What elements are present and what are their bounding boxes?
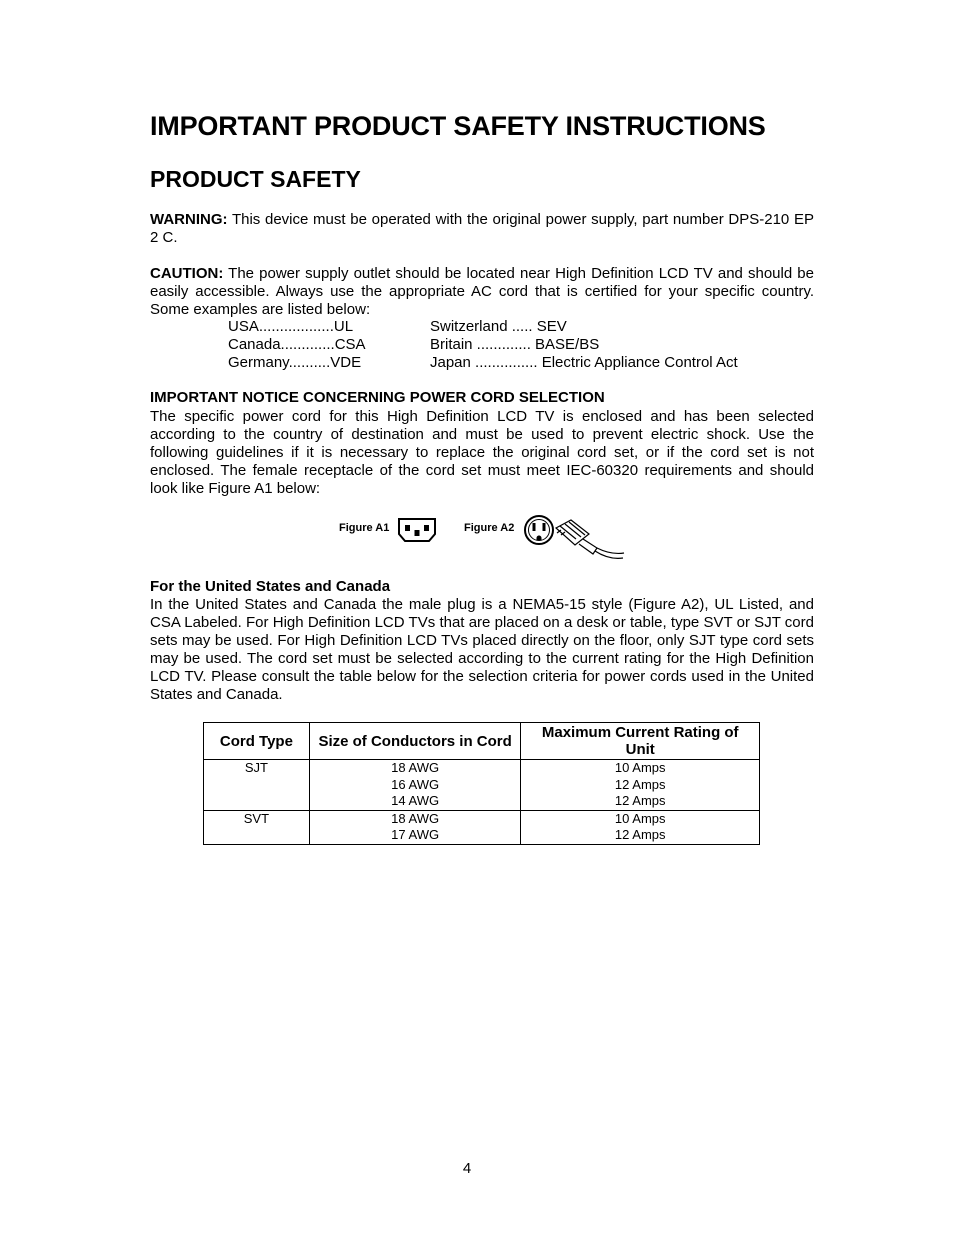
example-left: Germany..........VDE [228, 354, 362, 371]
section-title: PRODUCT SAFETY [150, 166, 361, 192]
figures [339, 512, 639, 564]
example-row [228, 354, 738, 372]
warning-text: This device must be operated with the original power supply, part number DPS-210 EP 2 C. [150, 211, 814, 246]
notice-heading: IMPORTANT NOTICE CONCERNING POWER CORD SELECTION [150, 389, 605, 406]
conductor-size-cell: 18 AWG 16 AWG 14 AWG [309, 760, 521, 811]
figure-a1-label: Figure A1 [339, 522, 390, 534]
column-header: Maximum Current Rating of Unit [521, 723, 760, 760]
cord-type-cell: SVT [204, 810, 310, 844]
example-left: Canada.............CSA [228, 336, 366, 353]
current-rating-cell: 10 Amps 12 Amps [521, 810, 760, 844]
table-row [204, 810, 760, 844]
table-header-row [204, 723, 760, 760]
example-right: Japan ............... Electric Appliance Control Act [430, 354, 738, 371]
warning-paragraph [150, 211, 814, 247]
caution-text: The power supply outlet should be located near High Definition LCD TV and should be easily accessible. Always use the appropriate AC cord that is certified for your specific country. Some examples are listed below: [150, 265, 814, 318]
power-cord-table [203, 722, 760, 845]
notice-paragraph: The specific power cord for this High Definition LCD TV is enclosed and has been selected according to the country of destination and must be used to prevent electric shock. Use the following guidelines if it is necessary to replace the original cord set, or if the cord set is not enclosed. The female receptacle of the cord set must meet IEC-60320 requirements and should look like Figure A1 below: [150, 408, 814, 497]
caution-paragraph [150, 265, 814, 319]
caution-label: CAUTION: [150, 265, 224, 282]
example-right: Britain ............. BASE/BS [430, 336, 600, 353]
warning-label: WARNING: [150, 211, 228, 228]
page-number: 4 [462, 1160, 472, 1177]
certification-examples [228, 318, 738, 372]
column-header: Cord Type [204, 723, 310, 760]
us-canada-heading: For the United States and Canada [150, 578, 391, 595]
figure-a2-label: Figure A2 [464, 522, 515, 534]
us-canada-paragraph: In the United States and Canada the male plug is a NEMA5-15 style (Figure A2), UL Listed, and CSA Labeled. For High Definition LCD TVs that are placed on a desk or table, type SVT or SJT cord sets may be used. For High Definition LCD TVs placed directly on the floor, only SJT type cord sets may be used. The cord set must be selected according to the current rating for the High Definition LCD TV. Please consult the table below for the selection criteria for power cords used in the United States and Canada. [150, 596, 814, 703]
column-header: Size of Conductors in Cord [309, 723, 521, 760]
example-left: USA..................UL [228, 318, 354, 335]
example-row [228, 336, 738, 354]
cord-type-cell: SJT [204, 760, 310, 811]
current-rating-cell: 10 Amps 12 Amps 12 Amps [521, 760, 760, 811]
nema-plug-icon [523, 514, 627, 564]
page-title: IMPORTANT PRODUCT SAFETY INSTRUCTIONS [150, 111, 766, 141]
table-row [204, 760, 760, 811]
conductor-size-cell: 18 AWG 17 AWG [309, 810, 521, 844]
iec-receptacle-icon [397, 516, 437, 544]
example-row [228, 318, 738, 336]
example-right: Switzerland ..... SEV [430, 318, 567, 335]
